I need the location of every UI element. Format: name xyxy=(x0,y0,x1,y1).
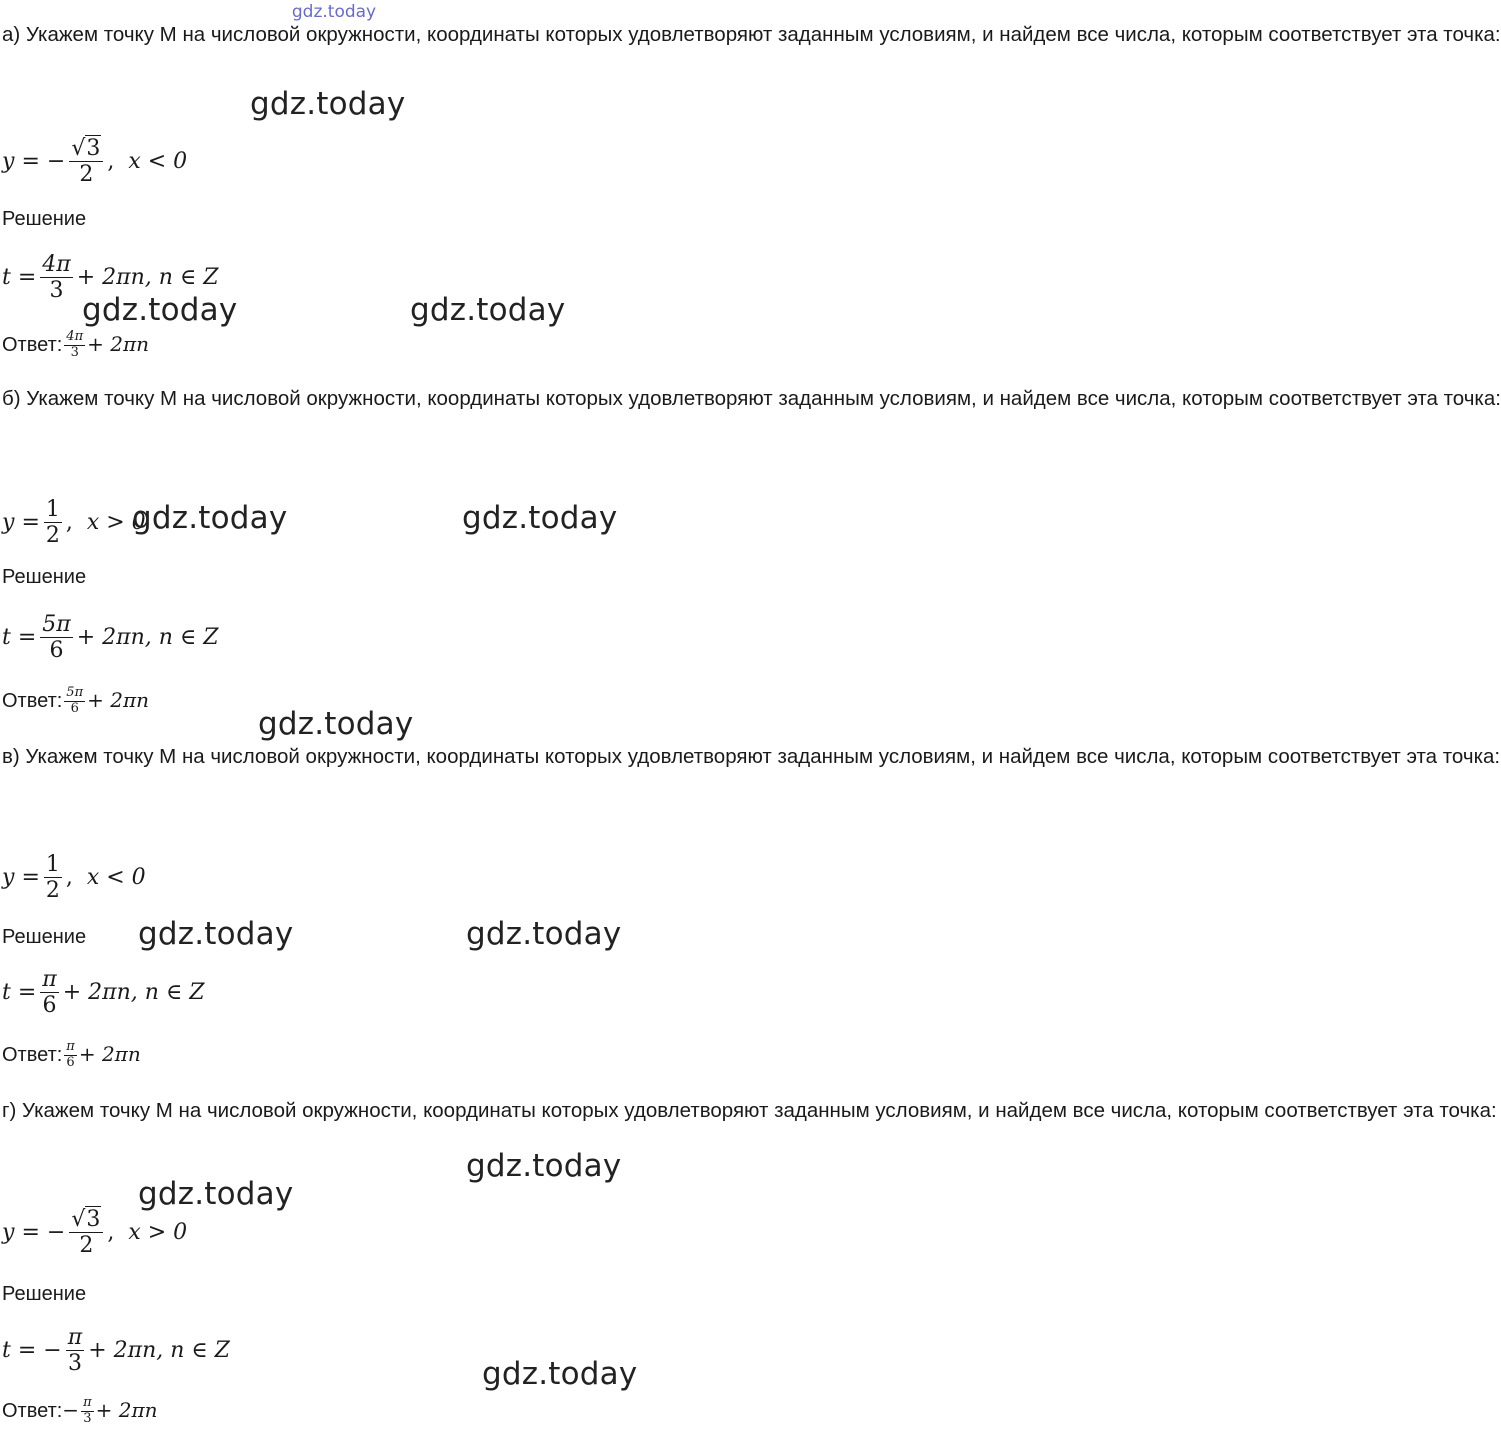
watermark: gdz.today xyxy=(258,706,414,742)
watermark: gdz.today xyxy=(138,1176,294,1212)
section-c-condition: y = $\frac{1}{2}$ , x < 0 xyxy=(2,852,146,904)
site-label: gdz.today xyxy=(291,2,377,22)
section-d-intro: г) Укажем точку М на числовой окружности, координаты которых удовлетворяют заданным условиям, и найдем все числа, которым соответствует эта точка: xyxy=(2,1099,1497,1122)
section-c-answer: Ответ: $\frac{\pi}{6}$ + 2πn xyxy=(2,1039,141,1070)
section-d-condition: y = − $\frac{√3}{2}$ , x > 0 xyxy=(2,1207,188,1259)
section-d-solution: t = − $\frac{\pi}{3}$ + 2πn, n ∈ Z xyxy=(2,1325,230,1377)
section-d-solution-label: Решение xyxy=(2,1283,87,1305)
watermark: gdz.today xyxy=(250,86,406,122)
section-d-answer: Ответ:− $\frac{\pi}{3}$ + 2πn xyxy=(2,1395,158,1426)
section-a-answer: Ответ: $\frac{4\pi}{3}$ + 2πn xyxy=(2,329,149,360)
section-b-intro: б) Укажем точку М на числовой окружности, координаты которых удовлетворяют заданным условиям, и найдем все числа, которым соответствует эта точка: xyxy=(2,387,1501,410)
section-c-solution-label: Решение xyxy=(2,926,87,948)
section-a-solution: t = $\frac{4\pi}{3}$ + 2πn, n ∈ Z xyxy=(2,252,219,304)
section-a-solution-label: Решение xyxy=(2,208,87,230)
watermark: gdz.today xyxy=(462,500,618,536)
watermark: gdz.today xyxy=(466,916,622,952)
watermark: gdz.today xyxy=(410,292,566,328)
section-b-solution: t = $\frac{5\pi}{6}$ + 2πn, n ∈ Z xyxy=(2,612,219,664)
watermark: gdz.today xyxy=(82,292,238,328)
section-c-solution: t = $\frac{\pi}{6}$ + 2πn, n ∈ Z xyxy=(2,967,205,1019)
section-b-answer: Ответ: $\frac{5\pi}{6}$ + 2πn xyxy=(2,685,149,716)
section-a-intro: а) Укажем точку М на числовой окружности, координаты которых удовлетворяют заданным условиям, и найдем все числа, которым соответствует эта точка: xyxy=(2,23,1501,46)
section-b-solution-label: Решение xyxy=(2,566,87,588)
watermark: gdz.today xyxy=(132,500,288,536)
watermark: gdz.today xyxy=(138,916,294,952)
watermark: gdz.today xyxy=(482,1356,638,1392)
section-a-condition: y = − $\frac{√3}{2}$ , x < 0 xyxy=(2,136,188,188)
section-b-condition: y = $\frac{1}{2}$ , x > 0 xyxy=(2,497,146,549)
watermark: gdz.today xyxy=(466,1148,622,1184)
section-c-intro: в) Укажем точку М на числовой окружности, координаты которых удовлетворяют заданным условиям, и найдем все числа, которым соответствует эта точка: xyxy=(2,745,1501,768)
